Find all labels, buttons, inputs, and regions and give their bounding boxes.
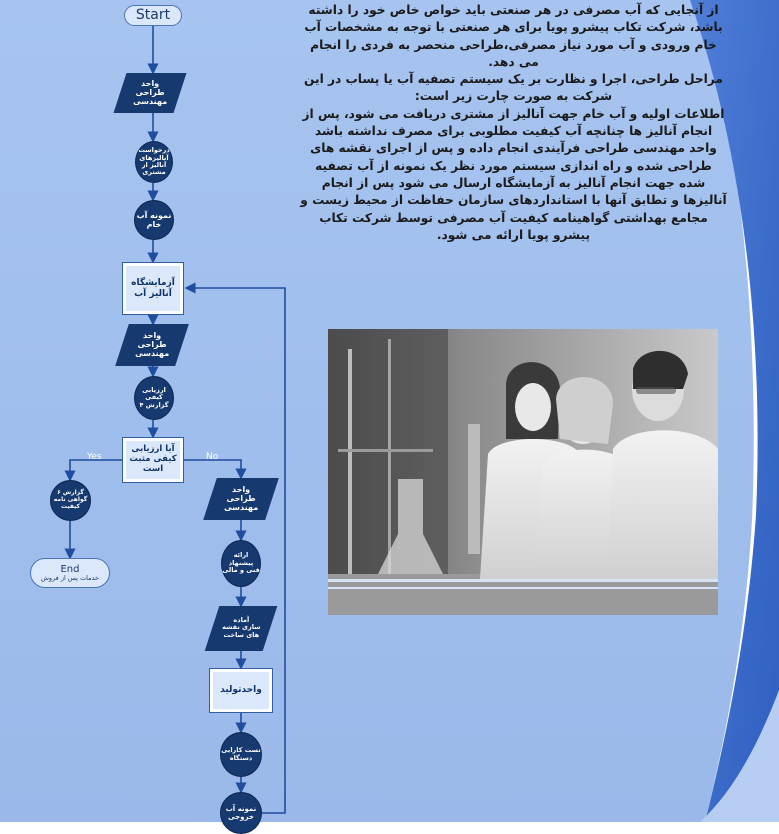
- node-label: گزارش ۶ گواهی نامه کیفیت: [53, 489, 88, 510]
- node-label: آماده سازی نقشه های ساخت: [221, 616, 261, 640]
- end-terminal[interactable]: [30, 558, 110, 588]
- photo-illustration: [328, 329, 718, 615]
- request-analysis-node[interactable]: [135, 141, 173, 183]
- start-label: Start: [135, 7, 171, 24]
- node-label: ارائه پیشنهاد فنی و مالی: [222, 551, 260, 575]
- node-label: واحد طراحی مهندسی: [132, 79, 168, 107]
- article-paragraph-1: از آنجایی که آب مصرفی در هر صنعتی باید خواص خاص خود را داشته باشد، شرکت تکاب پیشرو پویا برای هر صنعتی با توجه به مشخصات آب خام ورودی و آب مورد نیاز مصرفی،طراحی منحصر به فردی را انجام می دهد.: [304, 3, 723, 69]
- node-label: تست کارایی دستگاه: [221, 746, 261, 762]
- node-label: ارزیابی کیفی گزارش ۴: [139, 385, 169, 409]
- report-6-node[interactable]: [50, 480, 91, 521]
- proposal-node[interactable]: [221, 540, 261, 587]
- output-sample-node[interactable]: [220, 792, 262, 834]
- lab-analysis-node[interactable]: [122, 262, 184, 315]
- performance-test-node[interactable]: [220, 732, 262, 777]
- yes-label: Yes: [87, 452, 102, 462]
- node-label: درخواست آنالیزهای آنالیز از مشتری: [138, 146, 170, 177]
- production-unit-node[interactable]: [209, 668, 273, 713]
- start-terminal[interactable]: [124, 5, 182, 26]
- node-label: واحد طراحی مهندسی: [223, 485, 259, 513]
- article-paragraph-3: اطلاعات اولیه و آب خام جهت آنالیز از مشتری دریافت می شود، پس از انجام آنالیز ها چنانچه آب کیفیت مطلوبی برای مصرف نداشته باشد واحد مهندسی طراحی فرآیندی انجام داده و پس از اجرای نقشه های طراحی شده و راه اندازی سیستم مورد نظر یک نمونه از آب تصفیه شده جهت انجام آنالیز به آزمایشگاه ارسال می شود پس از انجام آنالیزها و تطابق آنها با استانداردهای سازمان حفاظت از محیط زیست و مجامع بهداشتی گواهینامه کیفیت آب مصرفی توسط شرکت تکاب پیشرو پویا ارائه می شود.: [300, 106, 727, 242]
- end-label: End: [60, 563, 80, 575]
- node-label: آیا ارزیابی کیفی مثبت است: [129, 444, 177, 474]
- article-text: [300, 2, 727, 244]
- node-label: نمونه آب خام: [136, 210, 172, 229]
- article-paragraph-2: مراحل طراحی، اجرا و نظارت بر یک سیستم تصفیه آب یا پساب در این شرکت به صورت چارت زیر است:: [304, 72, 723, 104]
- quality-decision-node[interactable]: [122, 437, 184, 483]
- no-label: No: [206, 452, 219, 462]
- raw-water-sample-node[interactable]: [134, 200, 174, 240]
- node-label: واحد طراحی مهندسی: [134, 331, 170, 359]
- node-label: نمونه آب خروجی: [225, 804, 257, 821]
- end-subtitle: خدمات پس از فروش: [40, 574, 100, 583]
- node-label: واحدتولید: [220, 685, 262, 696]
- lab-scientists-photo: [328, 329, 718, 615]
- node-label: آزمایشگاه آنالیز آب: [131, 278, 175, 299]
- assessment-report-node[interactable]: [134, 376, 174, 420]
